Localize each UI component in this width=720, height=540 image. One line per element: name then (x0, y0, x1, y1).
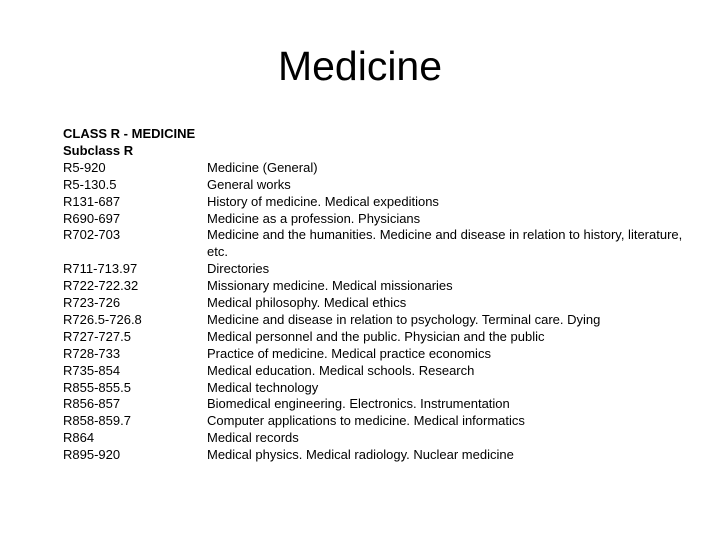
entry-row (63, 447, 693, 464)
entry-row (63, 227, 693, 261)
entry-description: Directories (207, 261, 270, 277)
classification-list (63, 126, 693, 464)
entry-description: Medical education. Medical schools. Research (207, 362, 475, 378)
entry-description: History of medicine. Medical expeditions (207, 193, 439, 209)
entry-code: R726.5-726.8 (63, 311, 142, 327)
entry-row (63, 430, 693, 447)
entry-description: Medical technology (207, 379, 319, 395)
entry-row (63, 413, 693, 430)
entry-row (63, 396, 693, 413)
entry-description: Medical philosophy. Medical ethics (207, 295, 407, 311)
entry-row (63, 211, 693, 228)
entry-code: R702-703 (63, 227, 121, 243)
entry-description: Medicine as a profession. Physicians (207, 210, 421, 226)
entry-description: Biomedical engineering. Electronics. Instrumentation (207, 396, 510, 412)
entry-code: R5-920 (63, 159, 106, 175)
entry-row (63, 295, 693, 312)
entry-description: General works (207, 176, 291, 192)
subclass-heading: Subclass R (63, 142, 134, 158)
entry-code: R723-726 (63, 295, 121, 311)
entry-description: Medical physics. Medical radiology. Nuclear medicine (207, 447, 514, 463)
entry-row (63, 278, 693, 295)
entry-code: R711-713.97 (63, 261, 138, 277)
entry-row (63, 346, 693, 363)
entry-description: Computer applications to medicine. Medical informatics (207, 413, 525, 429)
entry-code: R728-733 (63, 345, 121, 361)
entry-row (63, 261, 693, 278)
entry-description: Medical personnel and the public. Physician and the public (207, 328, 545, 344)
entry-code: R5-130.5 (63, 176, 117, 192)
entry-row (63, 194, 693, 211)
entry-row (63, 160, 693, 177)
entry-row (63, 312, 693, 329)
entry-description: Medicine and the humanities. Medicine and disease in relation to history, literature, etc. (207, 227, 683, 260)
entry-code: R856-857 (63, 396, 121, 412)
entry-code: R722-722.32 (63, 278, 139, 294)
class-heading: CLASS R - MEDICINE (63, 126, 196, 141)
entry-description: Medicine and disease in relation to psychology. Terminal care. Dying (207, 311, 601, 327)
entry-code: R864 (63, 430, 95, 446)
entry-description: Medicine (General) (207, 159, 318, 175)
entry-code: R855-855.5 (63, 379, 131, 395)
entry-row (63, 363, 693, 380)
entry-code: R131-687 (63, 193, 121, 209)
slide-title: Medicine (277, 43, 443, 89)
entry-row (63, 380, 693, 397)
entry-description: Medical records (207, 430, 299, 446)
entry-code: R895-920 (63, 447, 121, 463)
entry-description: Missionary medicine. Medical missionaries (207, 278, 453, 294)
entry-row (63, 177, 693, 194)
entry-code: R858-859.7 (63, 413, 131, 429)
entry-description: Practice of medicine. Medical practice economics (207, 345, 491, 361)
entry-row (63, 329, 693, 346)
entry-code: R690-697 (63, 210, 121, 226)
entry-code: R727-727.5 (63, 328, 131, 344)
entry-code: R735-854 (63, 362, 121, 378)
